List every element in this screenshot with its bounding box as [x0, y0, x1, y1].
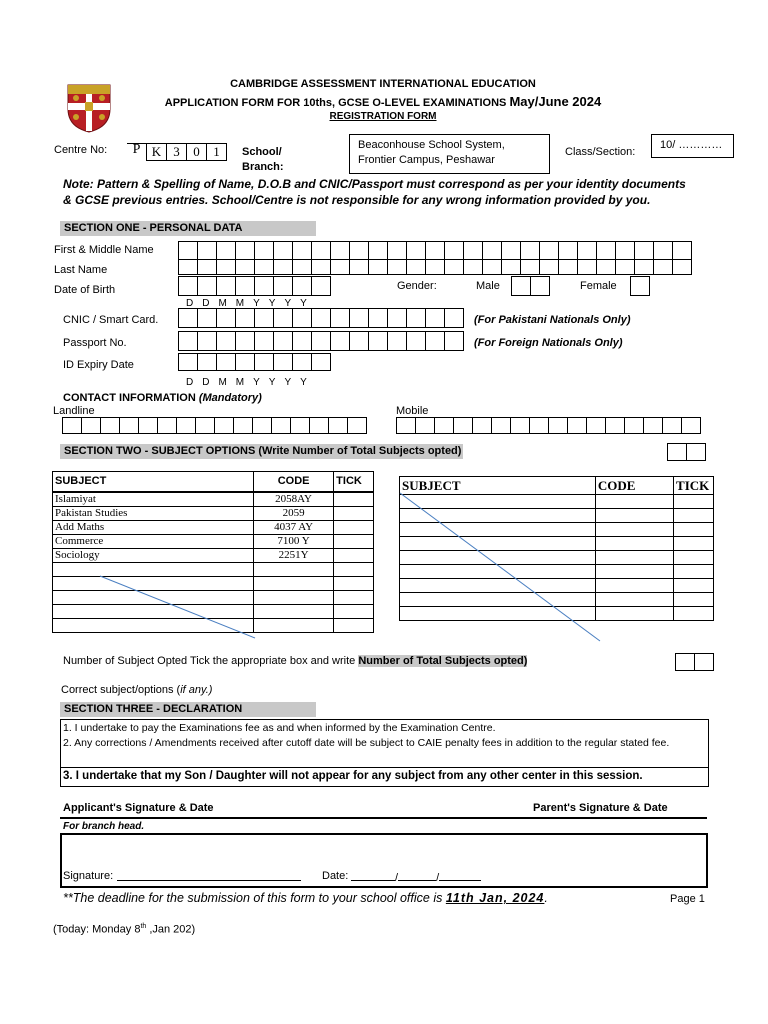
- signature-line[interactable]: [117, 880, 301, 881]
- cnic-label: CNIC / Smart Card.: [63, 314, 159, 326]
- correct-options-prefix: Correct subject/options (: [61, 684, 181, 696]
- centre-char: P: [127, 143, 147, 161]
- today-sup: th: [140, 923, 147, 930]
- declaration-item-2: 2. Any corrections / Amendments received after cutoff date will be subject to CAIE penalty fees in addition to the regular stated fee.: [63, 737, 670, 749]
- deadline-prefix: **The deadline for the submission of this form to your school office is: [63, 891, 443, 905]
- correct-options-label: [61, 684, 212, 696]
- gender-label: Gender:: [397, 280, 437, 292]
- last-name-label: Last Name: [54, 264, 108, 276]
- col-code-header: CODE: [595, 477, 673, 495]
- note-line1: Note: Pattern & Spelling of Name, D.O.B and CNIC/Passport must correspond as per your identity documents: [63, 177, 686, 191]
- subject-count-highlight: Number of Total Subjects opted): [358, 655, 528, 667]
- passport-note: (For Foreign Nationals Only): [474, 337, 623, 349]
- deadline-date: 11th Jan, 2024: [445, 891, 545, 905]
- centre-char: 1: [206, 143, 227, 161]
- signature-label: Signature:: [63, 870, 114, 882]
- header-line3: REGISTRATION FORM: [329, 111, 437, 122]
- col-subject-header: SUBJECT: [53, 472, 254, 492]
- applicant-signature-label: Applicant's Signature & Date: [63, 802, 214, 814]
- subject-code: 4037 AY: [253, 520, 333, 534]
- correct-options-italic: if any.): [180, 684, 213, 696]
- subject-name: Pakistan Studies: [53, 506, 254, 520]
- subject-name: Islamiyat: [53, 492, 254, 507]
- mobile-label: Mobile: [396, 405, 429, 417]
- female-label: Female: [580, 280, 617, 292]
- cnic-note: (For Pakistani Nationals Only): [474, 314, 631, 326]
- subject-name: Sociology: [53, 548, 254, 562]
- subject-count-label: Number of Subject Opted Tick the appropriate box and write: [63, 655, 356, 667]
- contact-title-text: CONTACT INFORMATION: [63, 392, 196, 404]
- declaration-item-1: 1. I undertake to pay the Examinations fee as and when informed by the Examination Centre.: [63, 722, 496, 734]
- today-prefix: (Today: Monday 8: [53, 923, 141, 936]
- school-line2: Frontier Campus, Peshawar: [358, 154, 495, 166]
- passport-label: Passport No.: [63, 337, 127, 349]
- landline-label: Landline: [53, 405, 95, 417]
- school-line1: Beaconhouse School System,: [358, 139, 505, 151]
- school-label-1: School/: [242, 146, 282, 158]
- contact-mandatory: (Mandatory): [198, 392, 262, 404]
- header-line2-prefix: APPLICATION FORM FOR 10ths, GCSE O-LEVEL EXAMINATIONS: [164, 97, 507, 109]
- col-subject-header: SUBJECT: [400, 477, 596, 495]
- exam-session: May/June 2024: [509, 94, 602, 109]
- today-note: [53, 923, 195, 936]
- date-label: Date:: [322, 870, 349, 882]
- col-code-header: CODE: [253, 472, 333, 492]
- dob-format-label: DDMMYYYY: [186, 298, 316, 309]
- first-name-label: First & Middle Name: [54, 244, 154, 256]
- school-label-2: Branch:: [242, 161, 284, 173]
- id-expiry-label: ID Expiry Date: [63, 359, 134, 371]
- subject-code: 2058AY: [253, 492, 333, 507]
- male-label: Male: [476, 280, 500, 292]
- today-suffix: ,Jan 202): [146, 923, 196, 936]
- date-line[interactable]: / /: [351, 870, 481, 884]
- dob-label: Date of Birth: [54, 284, 116, 296]
- parent-signature-label: Parent's Signature & Date: [533, 802, 668, 814]
- subject-code: 7100 Y: [253, 534, 333, 548]
- centre-char: K: [146, 143, 167, 161]
- deadline-suffix: .: [544, 891, 548, 905]
- declaration-box: [60, 719, 709, 787]
- section-one-title: SECTION ONE - PERSONAL DATA: [60, 221, 316, 236]
- subject-name: Add Maths: [53, 520, 254, 534]
- branch-head-label: For branch head.: [63, 821, 145, 832]
- page-number: Page 1: [670, 893, 705, 905]
- class-section-field[interactable]: 10/ …………: [651, 134, 734, 158]
- declaration-item-3: 3. I undertake that my Son / Daughter will not appear for any subject from any other center in this session.: [63, 770, 643, 782]
- id-expiry-format-label: DDMMYYYY: [186, 377, 316, 388]
- centre-char: 0: [186, 143, 207, 161]
- subject-code: 2059: [253, 506, 333, 520]
- col-tick-header: TICK: [674, 477, 714, 495]
- deadline-text: [63, 891, 548, 905]
- subject-count-text: [63, 655, 527, 667]
- col-tick-header: TICK: [334, 472, 374, 492]
- strike-line-right: [400, 493, 600, 641]
- section-two-title: SECTION TWO - SUBJECT OPTIONS (Write Number of Total Subjects opted): [60, 444, 463, 459]
- subject-name: Commerce: [53, 534, 254, 548]
- strike-line-left: [100, 576, 255, 638]
- header-line1: CAMBRIDGE ASSESSMENT INTERNATIONAL EDUCATION: [230, 78, 536, 90]
- class-section-label: Class/Section:: [565, 146, 636, 158]
- centre-char: 3: [166, 143, 187, 161]
- centre-no-label: Centre No:: [54, 144, 108, 156]
- subject-code: 2251Y: [253, 548, 333, 562]
- signature-divider: [60, 817, 707, 819]
- note-line2: & GCSE previous entries. School/Centre is not responsible for any wrong information provided by you.: [63, 193, 651, 207]
- subject-count-boxes[interactable]: [675, 653, 713, 671]
- section-three-title: SECTION THREE - DECLARATION: [60, 702, 316, 717]
